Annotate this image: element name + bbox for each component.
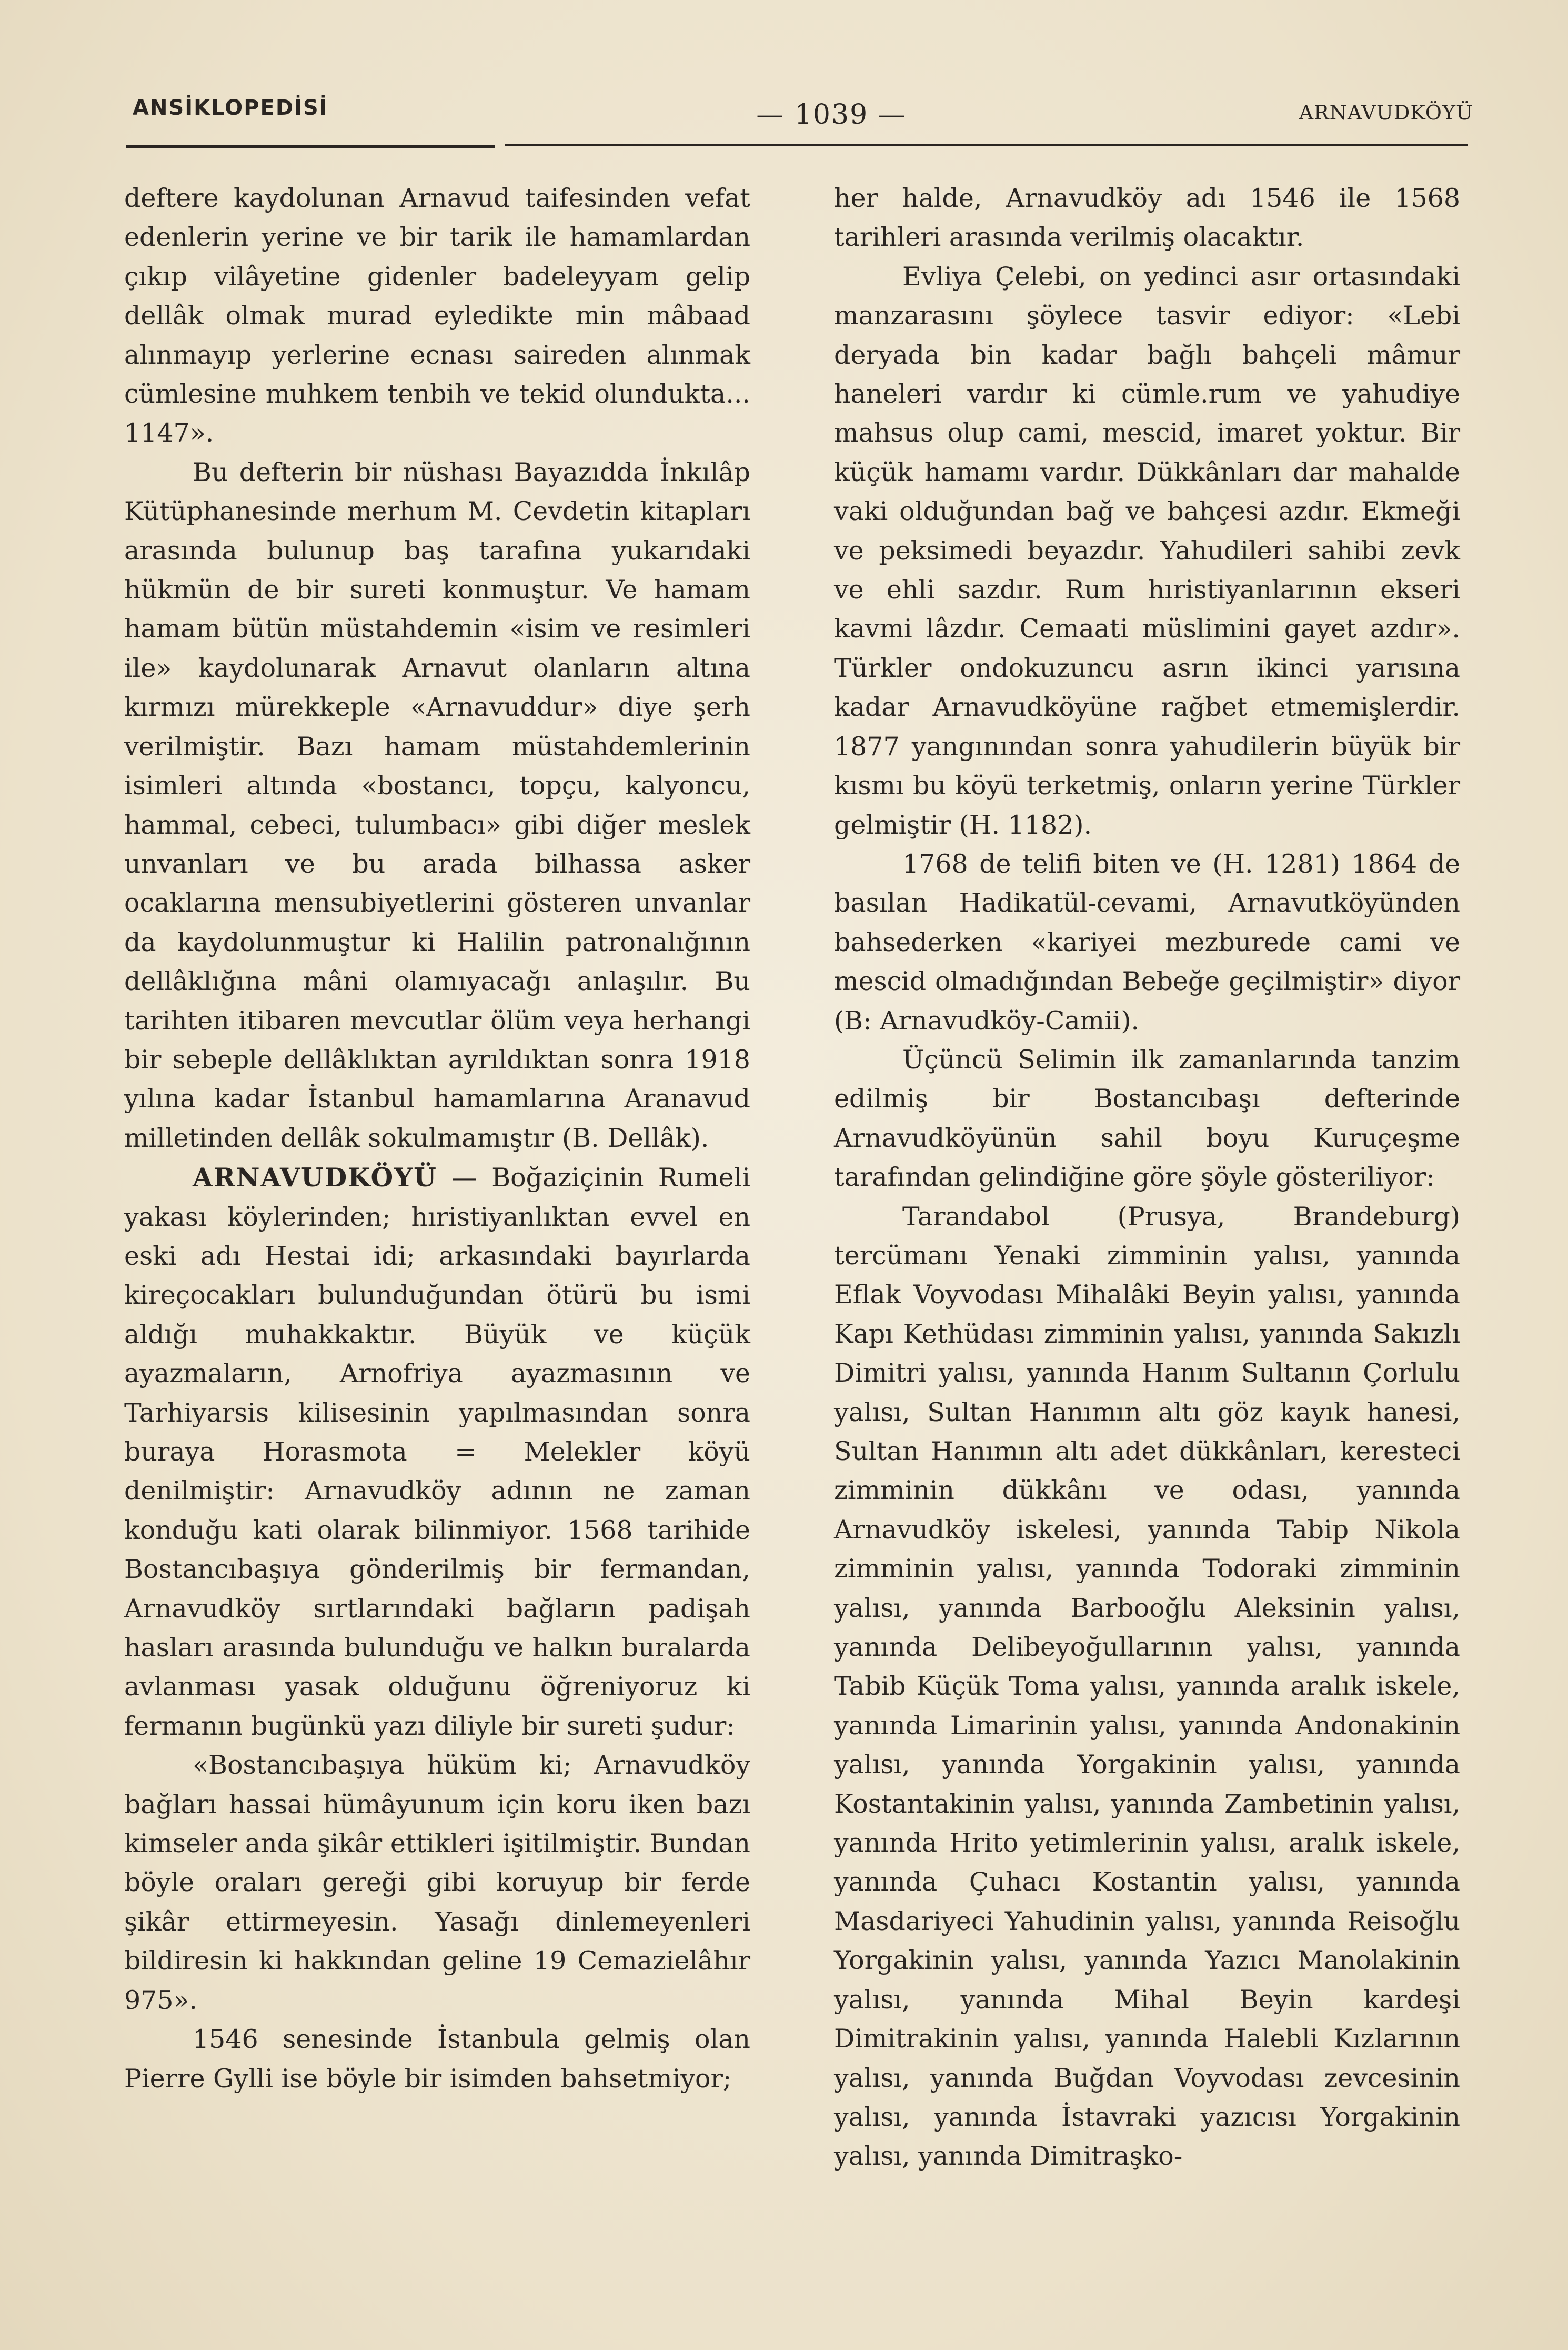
left-paragraph-1: deftere kaydolunan Arnavud taifesinden vefat edenlerin yerine ve bir tarik ile hamamlardan çıkıp vilâyetine gidenler badeleyyam gelip dellâk olmak murad eyledikte min mâbaad alınmayıp yerlerine ecnası saireden alınmak cümlesine muhkem tenbih ve tekid olundukta... 1147». [124, 183, 750, 448]
right-paragraph-2: Evliya Çelebi, on yedinci asır ortasındaki manzarasını şöylece tasvir ediyor: «Lebi deryada bin kadar bağlı bahçeli mâmur haneleri vardır ki cümle.rum ve yahudiye mahsus olup cami, mescid, imaret yoktur. Bir küçük hamamı vardır. Dükkânları dar mahalde vaki olduğundan bağ ve bahçesi azdır. Ekmeği ve peksimedi beyazdır. Yahudileri sahibi zevk ve ehli sazdır. Rum hıristiyanlarının ekseri kavmi lâzdır. Cemaati müslimini gayet azdır». Türkler ondokuzuncu asrın ikinci yarısına kadar Arnavudköyüne rağbet etmemişlerdir. 1877 yangınından sonra yahudilerin büyük bir kısmı bu köyü terketmiş, onların yerine Türkler gelmiştir (H. 1182). [834, 261, 1460, 840]
page-header [126, 89, 1473, 137]
header-entry-title: ARNAVUDKÖYÜ [1299, 101, 1473, 124]
entry-heading: ARNAVUDKÖYÜ [193, 1162, 437, 1193]
left-paragraph-5: 1546 senesinde İstanbula gelmiş olan Pierre Gylli ise böyle bir isimden bahsetmiyor; [124, 2024, 750, 2094]
left-column [124, 179, 750, 2098]
header-rule-left [126, 145, 495, 148]
right-paragraph-4: Üçüncü Selimin ilk zamanlarında tanzim edilmiş bir Bostancıbaşı defterinde Arnavudköyünün sahil boyu Kuruçeşme tarafından gelindiğine göre şöyle gösteriliyor: [834, 1044, 1460, 1193]
right-column [834, 179, 1460, 2176]
left-paragraph-2: Bu defterin bir nüshası Bayazıdda İnkılâp Kütüphanesinde merhum M. Cevdetin kitapları arasında bulunup baş tarafına yukarıdaki hükmün de bir sureti konmuştur. Ve hamam hamam bütün müstahdemin «isim ve resimleri ile» kaydolunarak Arnavut olanların altına kırmızı mürekkeple «Arnavuddur» diye şerh verilmiştir. Bazı hamam müstahdemlerinin isimleri altında «bostancı, topçu, kalyoncu, hammal, cebeci, tulumbacı» gibi diğer meslek unvanları ve bu arada bilhassa asker ocaklarına mensubiyetlerini gösteren unvanlar da kaydolunmuştur ki Halilin patronalığının dellâklığına mâni olamıyacağı anlaşılır. Bu tarihten itibaren mevcutlar ölüm veya herhangi bir sebeple dellâklıktan ayrıldıktan sonra 1918 yılına kadar İstanbul hamamlarına Aranavud milletinden dellâk sokulmamıştır (B. Dellâk). [124, 457, 750, 1153]
header-rule-right [505, 144, 1468, 146]
right-paragraph-3: 1768 de telifi biten ve (H. 1281) 1864 de basılan Hadikatül-cevami, Arnavutköyünden bahsederken «kariyei mezburede cami ve mescid olmadığından Bebeğe geçilmiştir» diyor (B: Arnavudköy-Camii). [834, 848, 1460, 1036]
left-paragraph-4: «Bostancıbaşıya hüküm ki; Arnavudköy bağları hassai hümâyunum için koru iken bazı kimseler anda şikâr ettikleri işitilmiştir. Bundan böyle oraları gereği gibi koruyup bir ferde şikâr ettirmeyesin. Yasağı dinlemeyenleri bildiresin ki hakkından geline 19 Cemazielâhır 975». [124, 1750, 750, 2015]
right-paragraph-1: her halde, Arnavudköy adı 1546 ile 1568 tarihleri arasında verilmiş olacaktır. [834, 183, 1460, 253]
right-paragraph-5: Tarandabol (Prusya, Brandeburg) tercümanı Yenaki zimminin yalısı, yanında Eflak Voyvodası Mihalâki Beyin yalısı, yanında Kapı Kethüdası zimminin yalısı, yanında Sakızlı Dimitri yalısı, yanında Hanım Sultanın Çorlulu yalısı, Sultan Hanımın altı göz kayık hanesi, Sultan Hanımın altı adet dükkânları, keresteci zimminin dükkânı ve odası, yanında Arnavudköy iskelesi, yanında Tabip Nikola zimminin yalısı, yanında Todoraki zimminin yalısı, yanında Barbooğlu Aleksinin yalısı, yanında Delibeyoğullarının yalısı, yanında Tabib Küçük Toma yalısı, yanında aralık iskele, yanında Limarinin yalısı, yanında Andonakinin yalısı, yanında Yorgakinin yalısı, yanında Kostantakinin yalısı, yanında Zambetinin yalısı, yanında Hrito yetimlerinin yalısı, aralık iskele, yanında Çuhacı Kostantin yalısı, yanında Masdariyeci Yahudinin yalısı, yanında Reisoğlu Yorgakinin yalısı, yanında Yazıcı Manolakinin yalısı, yanında Mihal Beyin kardeşi Dimitrakinin yalısı, yanında Halebli Kızlarının yalısı, yanında Buğdan Voyvodası zevcesinin yalısı, yanında İstavraki yazıcısı Yorgakinin yalısı, yanında Dimitraşko- [834, 1201, 1460, 2172]
page-number: — 1039 — [756, 99, 907, 131]
entry-body: — Boğaziçinin Rumeli yakası köylerinden; hıristiyanlıktan evvel en eski adı Hestai idi; arkasındaki bayırlarda kireçocakları bulunduğundan ötürü bu ismi aldığı muhakkaktır. Büyük ve küçük ayazmaların, Arnofriya ayazmasının ve Tarhiyarsis kilisesinin yapılmasından sonra buraya Horasmota = Melekler köyü denilmiştir: Arnavudköy adının ne zaman konduğu kati olarak bilinmiyor. 1568 tarihide Bostancıbaşıya gönderilmiş bir fermandan, Arnavudköy sırtlarındaki bağların padişah hasları arasında bulunduğu ve halkın buralarda avlanması yasak olduğunu öğreniyoruz ki fermanın bugünkü yazı diliyle bir sureti şudur: [124, 1163, 750, 1741]
header-encyclopedia-title: ANSİKLOPEDİSİ [133, 96, 328, 120]
left-paragraph-3 [124, 1158, 750, 1746]
